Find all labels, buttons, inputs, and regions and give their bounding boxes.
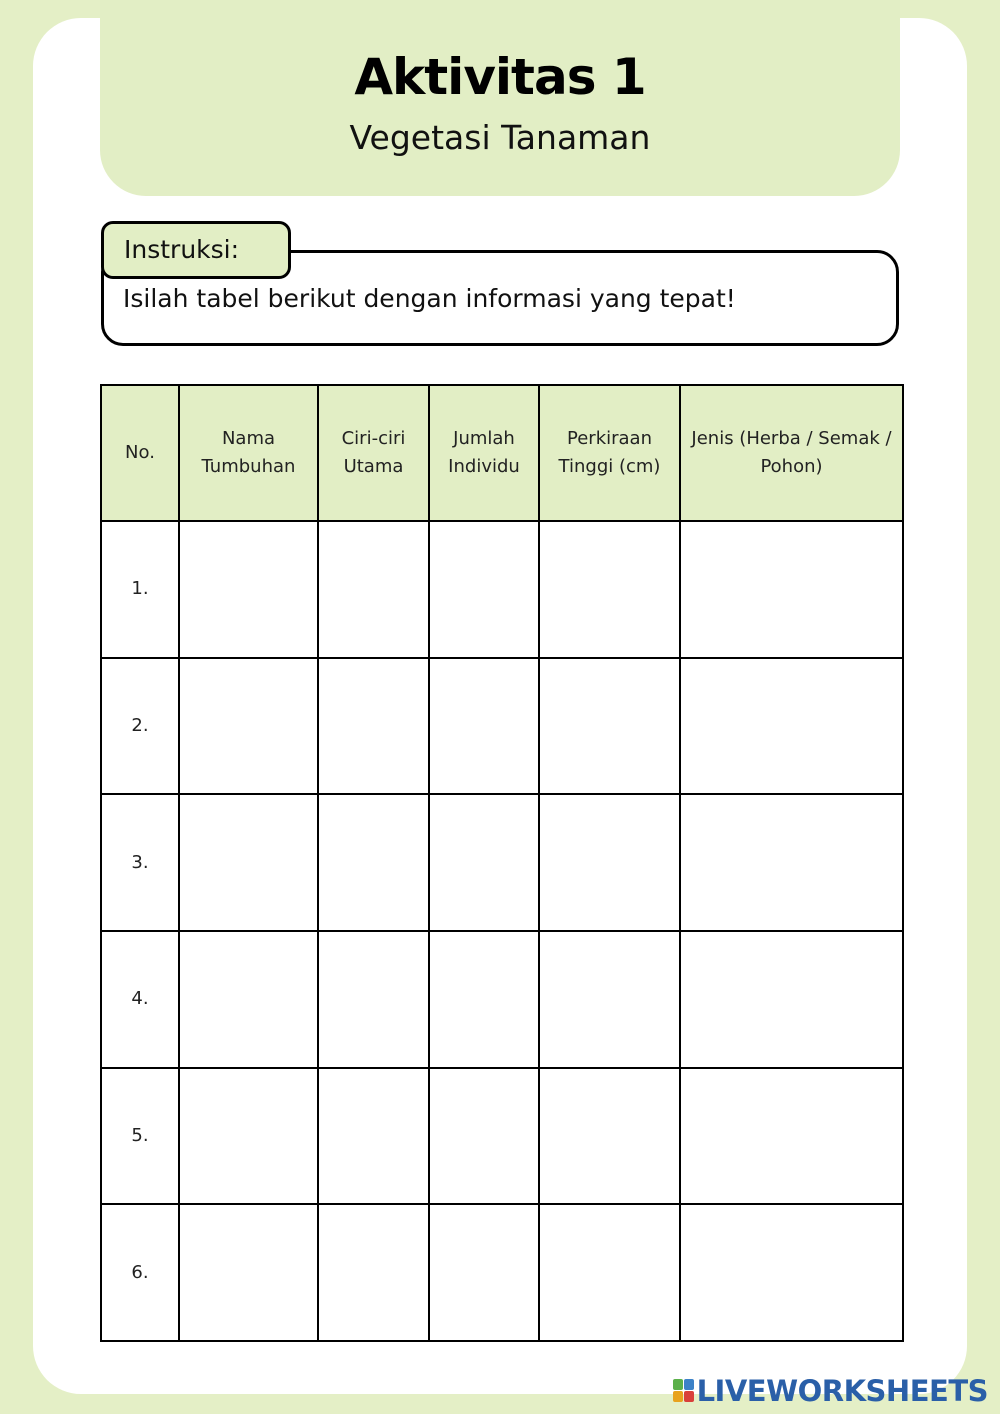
- header-perkiraan-tinggi: Perkiraan Tinggi (cm): [539, 385, 680, 521]
- header-jumlah-individu: Jumlah Individu: [429, 385, 539, 521]
- cell-jumlah-individu[interactable]: [429, 931, 539, 1068]
- row-number: 6.: [101, 1204, 179, 1341]
- cell-jumlah-individu[interactable]: [429, 1204, 539, 1341]
- header-no: No.: [101, 385, 179, 521]
- table-header-row: [101, 385, 903, 521]
- row-number: 4.: [101, 931, 179, 1068]
- header-jenis: Jenis (Herba / Semak / Pohon): [680, 385, 903, 521]
- cell-ciri-ciri-utama[interactable]: [318, 794, 429, 931]
- cell-jumlah-individu[interactable]: [429, 521, 539, 658]
- cell-jumlah-individu[interactable]: [429, 658, 539, 795]
- cell-perkiraan-tinggi[interactable]: [539, 1068, 680, 1205]
- cell-ciri-ciri-utama[interactable]: [318, 521, 429, 658]
- cell-perkiraan-tinggi[interactable]: [539, 794, 680, 931]
- cell-nama-tumbuhan[interactable]: [179, 1068, 318, 1205]
- cell-perkiraan-tinggi[interactable]: [539, 658, 680, 795]
- instruction-label: Instruksi:: [101, 221, 291, 279]
- page-title: Aktivitas 1: [354, 48, 646, 106]
- table-row: [101, 794, 903, 931]
- table-row: [101, 1068, 903, 1205]
- row-number: 5.: [101, 1068, 179, 1205]
- cell-nama-tumbuhan[interactable]: [179, 658, 318, 795]
- table-row: [101, 521, 903, 658]
- cell-jenis[interactable]: [680, 1204, 903, 1341]
- cell-nama-tumbuhan[interactable]: [179, 931, 318, 1068]
- vegetation-table: [100, 384, 904, 1342]
- table-row: [101, 1204, 903, 1341]
- cell-jenis[interactable]: [680, 794, 903, 931]
- row-number: 1.: [101, 521, 179, 658]
- cell-ciri-ciri-utama[interactable]: [318, 931, 429, 1068]
- row-number: 2.: [101, 658, 179, 795]
- liveworksheets-logo[interactable]: [673, 1374, 988, 1408]
- table-row: [101, 658, 903, 795]
- cell-jenis[interactable]: [680, 1068, 903, 1205]
- cell-nama-tumbuhan[interactable]: [179, 521, 318, 658]
- cell-ciri-ciri-utama[interactable]: [318, 1204, 429, 1341]
- cell-jumlah-individu[interactable]: [429, 1068, 539, 1205]
- cell-jumlah-individu[interactable]: [429, 794, 539, 931]
- cell-ciri-ciri-utama[interactable]: [318, 1068, 429, 1205]
- cell-nama-tumbuhan[interactable]: [179, 1204, 318, 1341]
- cell-perkiraan-tinggi[interactable]: [539, 521, 680, 658]
- liveworksheets-brand: LIVEWORKSHEETS: [696, 1374, 988, 1408]
- cell-jenis[interactable]: [680, 658, 903, 795]
- liveworksheets-logo-icon: [673, 1379, 695, 1403]
- cell-perkiraan-tinggi[interactable]: [539, 1204, 680, 1341]
- cell-ciri-ciri-utama[interactable]: [318, 658, 429, 795]
- cell-nama-tumbuhan[interactable]: [179, 794, 318, 931]
- cell-jenis[interactable]: [680, 931, 903, 1068]
- cell-jenis[interactable]: [680, 521, 903, 658]
- title-banner: [100, 0, 900, 196]
- instruction-text: Isilah tabel berikut dengan informasi yang tepat!: [123, 284, 736, 313]
- header-nama-tumbuhan: Nama Tumbuhan: [179, 385, 318, 521]
- cell-perkiraan-tinggi[interactable]: [539, 931, 680, 1068]
- page-subtitle: Vegetasi Tanaman: [349, 118, 651, 157]
- table-row: [101, 931, 903, 1068]
- header-ciri-ciri-utama: Ciri-ciri Utama: [318, 385, 429, 521]
- row-number: 3.: [101, 794, 179, 931]
